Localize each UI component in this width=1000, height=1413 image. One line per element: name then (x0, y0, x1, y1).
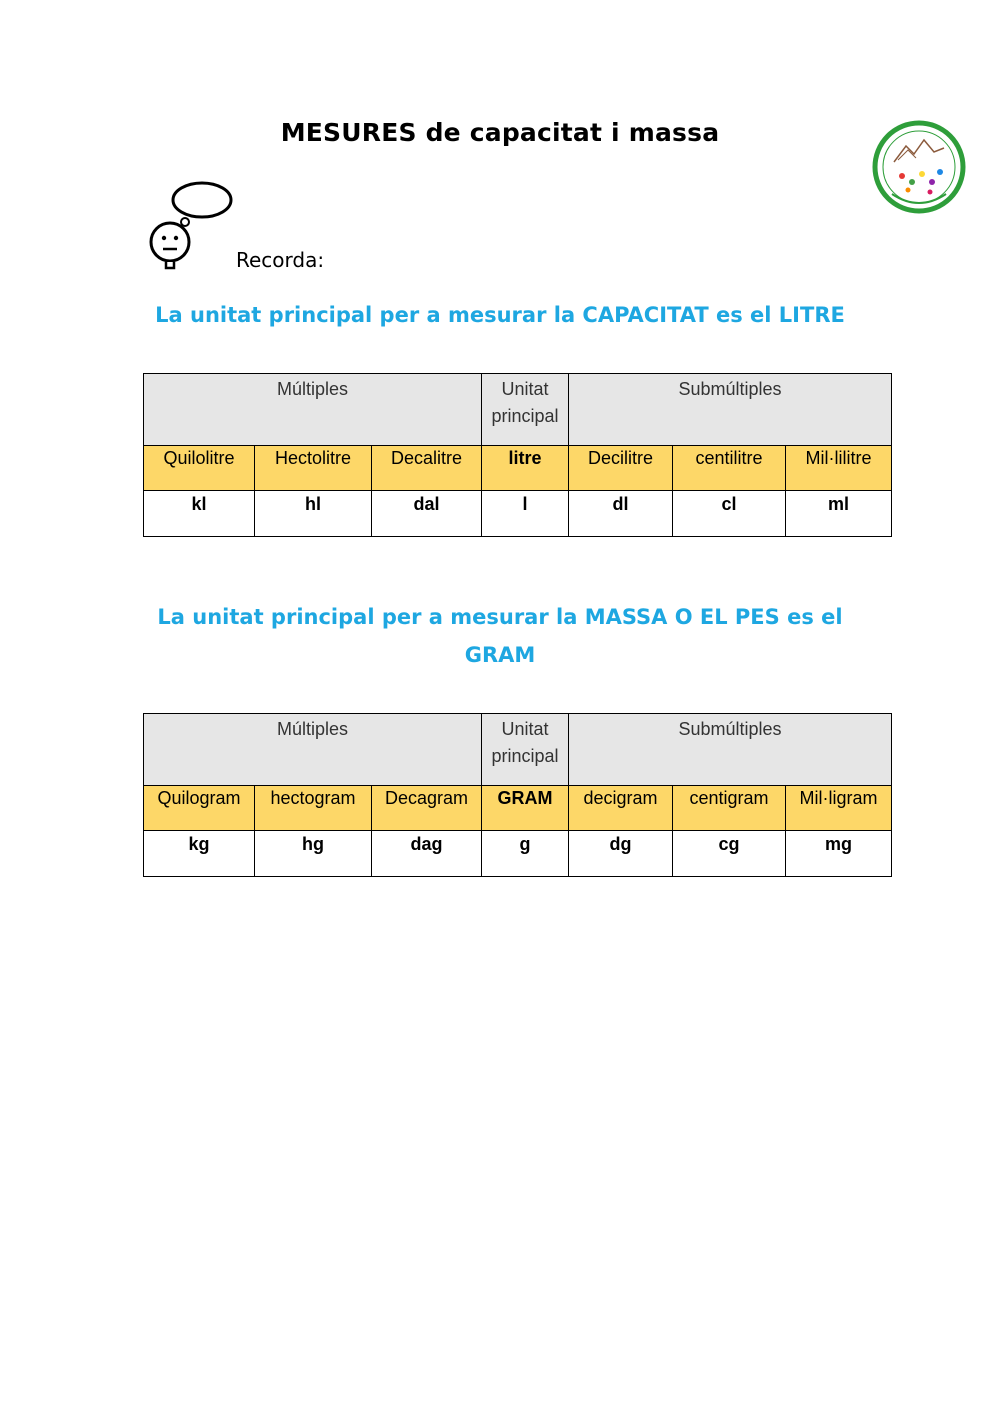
unit-name-cell: Decalitre (372, 446, 482, 491)
table-row (144, 786, 892, 831)
unit-abbr-cell: mg (786, 831, 892, 877)
table-header-row (144, 714, 892, 786)
unit-name-cell: Mil·lilitre (786, 446, 892, 491)
table-header-row (144, 374, 892, 446)
unit-name-cell: Mil·ligram (786, 786, 892, 831)
mass-table (143, 713, 892, 877)
unit-name-cell: Decilitre (569, 446, 673, 491)
unit-abbr-cell: dl (569, 491, 673, 537)
capacity-subtitle: La unitat principal per a mesurar la CAPACITAT es el LITRE (155, 303, 845, 327)
submultiples-header: Submúltiples (569, 714, 892, 786)
unit-abbr-cell: cg (673, 831, 786, 877)
unit-abbr-cell: dal (372, 491, 482, 537)
unit-name-cell: litre (482, 446, 569, 491)
unit-abbr-cell: kl (144, 491, 255, 537)
school-logo-icon (872, 120, 966, 214)
unit-name-cell: decigram (569, 786, 673, 831)
unit-abbr-cell: cl (673, 491, 786, 537)
table-row (144, 831, 892, 877)
mass-subtitle: La unitat principal per a mesurar la MASSA O EL PES es el GRAM (157, 605, 843, 667)
unit-name-cell: Quilolitre (144, 446, 255, 491)
unit-abbr-cell: g (482, 831, 569, 877)
table-row (144, 446, 892, 491)
unit-name-cell: GRAM (482, 786, 569, 831)
unit-abbr-cell: l (482, 491, 569, 537)
multiples-header: Múltiples (144, 714, 482, 786)
unit-header: Unitat principal (482, 374, 569, 446)
unit-name-cell: centigram (673, 786, 786, 831)
recorda-label: Recorda: (236, 248, 325, 272)
thinking-face-icon (142, 178, 242, 273)
unit-abbr-cell: ml (786, 491, 892, 537)
submultiples-header: Submúltiples (569, 374, 892, 446)
unit-abbr-cell: dg (569, 831, 673, 877)
table-row (144, 491, 892, 537)
unit-abbr-cell: kg (144, 831, 255, 877)
multiples-header: Múltiples (144, 374, 482, 446)
unit-name-cell: Decagram (372, 786, 482, 831)
unit-name-cell: Hectolitre (255, 446, 372, 491)
unit-name-cell: centilitre (673, 446, 786, 491)
unit-abbr-cell: hg (255, 831, 372, 877)
unit-abbr-cell: dag (372, 831, 482, 877)
capacity-table (143, 373, 892, 537)
unit-name-cell: hectogram (255, 786, 372, 831)
unit-abbr-cell: hl (255, 491, 372, 537)
unit-header: Unitat principal (482, 714, 569, 786)
unit-name-cell: Quilogram (144, 786, 255, 831)
page-title: MESURES de capacitat i massa (280, 118, 720, 147)
